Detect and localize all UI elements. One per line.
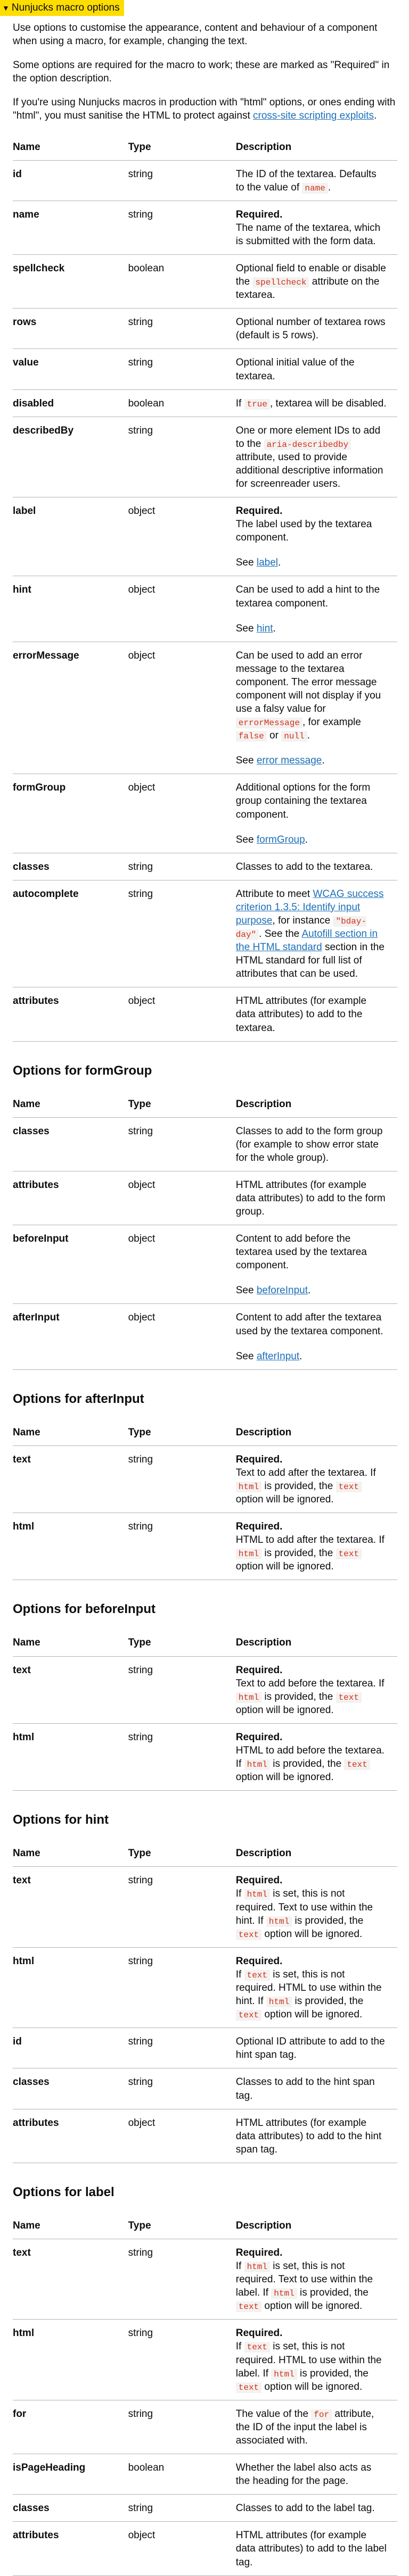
inline-code: text: [336, 1549, 362, 1559]
intro-paragraph: Some options are required for the macro to work; these are marked as "Required" in the option description.: [13, 60, 390, 85]
option-description: Content to add after the textarea used by the textarea component. See afterInput.: [236, 1304, 397, 1369]
column-header: Description: [236, 1840, 397, 1867]
option-description: Can be used to add a hint to the textarea component. See hint.: [236, 576, 397, 642]
option-name: beforeInput: [13, 1225, 128, 1304]
option-name: isPageHeading: [13, 2454, 128, 2495]
option-description: HTML attributes (for example data attributes) to add to the textarea.: [236, 987, 397, 1041]
option-description: Content to add before the textarea used by the textarea component. See beforeInput.: [236, 1225, 397, 1304]
table-row: [13, 1445, 397, 1513]
inline-code: text: [244, 2342, 270, 2353]
table-row: [13, 2109, 397, 2163]
option-type: string: [128, 1867, 236, 1947]
table-header-row: [13, 1419, 397, 1446]
table-row: [13, 880, 397, 987]
option-type: object: [128, 2522, 236, 2575]
triangle-down-icon: ▼: [2, 4, 10, 12]
options-table: [13, 2212, 397, 2576]
table-row: [13, 2522, 397, 2575]
inline-code: html: [236, 1549, 261, 1559]
column-header: Type: [128, 1840, 236, 1867]
inline-link[interactable]: Autofill section in the HTML standard: [235, 928, 378, 953]
inline-link[interactable]: hint: [256, 622, 273, 634]
option-description: Optional number of textarea rows (default is 5 rows).: [236, 309, 397, 349]
option-name: html: [13, 1947, 128, 2027]
table-row: [13, 853, 397, 880]
column-header: Name: [13, 1419, 128, 1446]
intro-paragraph: Use options to customise the appearance, content and behaviour of a component when using a macro, for example, changing the text.: [13, 22, 378, 47]
table-row: [13, 417, 397, 497]
option-description: Optional field to enable or disable the spellcheck attribute on the textarea.: [236, 255, 397, 309]
option-name: name: [13, 201, 128, 254]
column-header: Description: [236, 1629, 397, 1656]
options-table: [13, 1419, 397, 1581]
required-label: Required.: [235, 1731, 283, 1743]
option-type: string: [128, 2068, 236, 2109]
option-type: object: [128, 576, 236, 642]
required-label: Required.: [235, 2328, 283, 2339]
option-name: errorMessage: [13, 642, 128, 774]
options-table: [13, 1629, 397, 1791]
required-label: Required.: [235, 1453, 283, 1465]
table-row: [13, 1171, 397, 1225]
option-type: string: [128, 2495, 236, 2522]
inline-code: html: [266, 1997, 292, 2007]
option-description: Required. The label used by the textarea component. See label.: [236, 497, 397, 576]
inline-code: text: [236, 2010, 261, 2021]
inline-link[interactable]: beforeInput: [256, 1285, 308, 1297]
table-row: [13, 309, 397, 349]
option-type: string: [128, 201, 236, 254]
column-header: Type: [128, 2212, 236, 2239]
option-type: object: [128, 1171, 236, 1225]
inline-code: spellcheck: [252, 277, 309, 288]
option-description: Required. HTML to add after the textarea. If html is provided, the text option will be ignored.: [236, 1513, 397, 1580]
option-description: Classes to add to the textarea.: [236, 853, 397, 880]
inline-link[interactable]: cross-site scripting exploits: [253, 110, 374, 122]
option-name: html: [13, 2320, 128, 2400]
option-type: string: [128, 1513, 236, 1580]
table-row: [13, 389, 397, 417]
option-name: classes: [13, 2068, 128, 2109]
inline-code: text: [236, 2301, 261, 2312]
column-header: Type: [128, 1629, 236, 1656]
required-label: Required.: [235, 209, 283, 220]
column-header: Type: [128, 134, 236, 161]
table-row: [13, 576, 397, 642]
option-description: Required. Text to add before the textarea. If html is provided, the text option will be ignored.: [236, 1656, 397, 1723]
option-description: Whether the label also acts as the heading for the page.: [236, 2454, 397, 2495]
option-name: disabled: [13, 389, 128, 417]
option-type: object: [128, 497, 236, 576]
required-label: Required.: [235, 1955, 283, 1967]
option-type: string: [128, 2320, 236, 2400]
inline-link[interactable]: error message: [256, 755, 322, 767]
option-name: label: [13, 497, 128, 576]
option-description: Optional initial value of the textarea.: [236, 349, 397, 389]
required-label: Required.: [235, 2247, 283, 2258]
option-name: classes: [13, 2495, 128, 2522]
column-header: Description: [236, 134, 397, 161]
table-row: [13, 1947, 397, 2027]
option-name: text: [13, 2239, 128, 2319]
table-row: [13, 774, 397, 853]
table-row: [13, 2028, 397, 2068]
option-description: HTML attributes (for example data attributes) to add to the label tag.: [236, 2522, 397, 2575]
details-summary-label: Nunjucks macro options: [11, 2, 120, 13]
option-description: If true , textarea will be disabled.: [236, 389, 397, 417]
option-type: string: [128, 880, 236, 987]
option-type: string: [128, 2239, 236, 2319]
intro-paragraph: If you're using Nunjucks macros in production with "html" options, or ones ending with "html", you must sanitise the HTML to protect against cross-site scripting exploits.: [13, 97, 396, 122]
column-header: Description: [236, 1091, 397, 1118]
column-header: Name: [13, 1091, 128, 1118]
option-description: Required. If text is set, this is not required. HTML to use within the label. If html is provided, the text option will be ignored.: [236, 2320, 397, 2400]
inline-code: aria-describedby: [264, 439, 351, 450]
option-name: spellcheck: [13, 255, 128, 309]
table-row: [13, 987, 397, 1041]
option-type: string: [128, 1656, 236, 1723]
column-header: Description: [236, 2212, 397, 2239]
table-row: [13, 2320, 397, 2400]
required-label: Required.: [235, 505, 283, 517]
option-name: afterInput: [13, 1304, 128, 1369]
option-description: Can be used to add an error message to the textarea component. The error message component will not display if you use a falsy value for errorMessage , for example false or null . See error message.: [236, 642, 397, 774]
option-name: text: [13, 1656, 128, 1723]
options-section-heading: Options for hint: [13, 1813, 109, 1827]
inline-code: text: [344, 1759, 370, 1770]
option-type: object: [128, 1304, 236, 1369]
table-row: [13, 1656, 397, 1723]
inline-code: true: [244, 399, 270, 410]
column-header: Name: [13, 134, 128, 161]
table-row: [13, 1723, 397, 1790]
table-row: [13, 497, 397, 576]
table-row: [13, 2400, 397, 2454]
option-name: rows: [13, 309, 128, 349]
option-name: text: [13, 1867, 128, 1947]
table-row: [13, 160, 397, 201]
option-name: describedBy: [13, 417, 128, 497]
option-type: object: [128, 774, 236, 853]
table-row: [13, 349, 397, 389]
column-header: Name: [13, 1840, 128, 1867]
inline-link[interactable]: WCAG success criterion 1.3.5: Identify input purpose: [235, 888, 384, 926]
inline-code: html: [236, 1692, 261, 1703]
option-name: html: [13, 1513, 128, 1580]
option-description: Additional options for the form group containing the textarea component. See formGroup.: [236, 774, 397, 853]
option-name: attributes: [13, 1171, 128, 1225]
option-type: object: [128, 2109, 236, 2163]
inline-code: "bday-day": [235, 916, 367, 940]
inline-code: text: [236, 2382, 261, 2393]
option-description: One or more element IDs to add to the aria-describedby attribute, used to provide additional descriptive information for screenreader users.: [236, 417, 397, 497]
details-summary-toggle[interactable]: [0, 0, 124, 16]
required-label: Required.: [235, 1521, 283, 1533]
option-description: The value of the for attribute, the ID of the input the label is associated with.: [236, 2400, 397, 2454]
inline-link[interactable]: afterInput: [256, 1350, 300, 1362]
table-row: [13, 2495, 397, 2522]
option-description: Required. If html is set, this is not required. Text to use within the label. If html is provided, the text option will be ignored.: [236, 2239, 397, 2319]
inline-code: html: [244, 1759, 270, 1770]
option-type: string: [128, 349, 236, 389]
option-description: Required. The name of the textarea, which is submitted with the form data.: [236, 201, 397, 254]
option-type: string: [128, 2028, 236, 2068]
column-header: Description: [236, 1419, 397, 1446]
inline-code: html: [266, 1916, 292, 1927]
option-type: object: [128, 642, 236, 774]
option-description: Required. If html is set, this is not required. Text to use within the hint. If html is provided, the text option will be ignored.: [236, 1867, 397, 1947]
option-type: string: [128, 1947, 236, 2027]
options-section-heading: Options for afterInput: [13, 1391, 144, 1406]
option-name: text: [13, 1445, 128, 1513]
inline-code: text: [236, 1930, 261, 1940]
option-description: The ID of the textarea. Defaults to the value of name .: [236, 160, 397, 201]
option-type: string: [128, 1117, 236, 1171]
options-section-heading: Options for beforeInput: [13, 1602, 156, 1617]
table-row: [13, 2068, 397, 2109]
table-row: [13, 1513, 397, 1580]
table-header-row: [13, 1840, 397, 1867]
options-section-heading: Options for formGroup: [13, 1063, 152, 1078]
option-description: Classes to add to the label tag.: [236, 2495, 397, 2522]
table-row: [13, 1117, 397, 1171]
table-row: [13, 1304, 397, 1369]
option-type: object: [128, 987, 236, 1041]
required-label: Required.: [235, 1875, 283, 1887]
option-type: object: [128, 1225, 236, 1304]
option-description: Classes to add to the hint span tag.: [236, 2068, 397, 2109]
table-header-row: [13, 1629, 397, 1656]
table-header-row: [13, 2212, 397, 2239]
table-row: [13, 2239, 397, 2319]
details-content: [0, 16, 409, 2576]
table-header-row: [13, 134, 397, 161]
option-type: string: [128, 417, 236, 497]
table-row: [13, 642, 397, 774]
option-name: value: [13, 349, 128, 389]
options-section-heading: Options for label: [13, 2184, 114, 2199]
option-name: attributes: [13, 2522, 128, 2575]
inline-code: text: [244, 1970, 270, 1981]
option-type: string: [128, 309, 236, 349]
inline-code: text: [336, 1692, 362, 1703]
inline-code: html: [244, 2262, 270, 2272]
option-name: id: [13, 2028, 128, 2068]
option-type: boolean: [128, 389, 236, 417]
option-description: Classes to add to the form group (for example to show error state for the whole group).: [236, 1117, 397, 1171]
options-table: [13, 134, 397, 1042]
table-header-row: [13, 1091, 397, 1118]
option-description: Optional ID attribute to add to the hint span tag.: [236, 2028, 397, 2068]
option-type: string: [128, 2400, 236, 2454]
inline-link[interactable]: label: [256, 557, 278, 569]
inline-code: errorMessage: [236, 718, 302, 728]
option-type: string: [128, 853, 236, 880]
option-description: Required. Text to add after the textarea. If html is provided, the text option will be ignored.: [236, 1445, 397, 1513]
option-name: classes: [13, 853, 128, 880]
table-row: [13, 201, 397, 254]
column-header: Type: [128, 1091, 236, 1118]
inline-code: html: [271, 2369, 297, 2380]
option-description: Required. If text is set, this is not required. HTML to use within the hint. If html is provided, the text option will be ignored.: [236, 1947, 397, 2027]
table-row: [13, 1867, 397, 1947]
inline-code: text: [336, 1482, 362, 1492]
option-description: Required. HTML to add before the textarea. If html is provided, the text option will be ignored.: [236, 1723, 397, 1790]
required-label: Required.: [235, 1664, 283, 1676]
inline-code: html: [236, 1482, 261, 1492]
option-name: autocomplete: [13, 880, 128, 987]
column-header: Type: [128, 1419, 236, 1446]
option-type: boolean: [128, 255, 236, 309]
table-row: [13, 255, 397, 309]
inline-code: false: [236, 731, 267, 742]
column-header: Name: [13, 2212, 128, 2239]
inline-code: name: [302, 183, 328, 194]
option-name: html: [13, 1723, 128, 1790]
option-name: classes: [13, 1117, 128, 1171]
option-type: string: [128, 1723, 236, 1790]
inline-code: for: [311, 2409, 332, 2420]
option-name: hint: [13, 576, 128, 642]
inline-link[interactable]: formGroup: [256, 834, 305, 845]
option-name: id: [13, 160, 128, 201]
inline-code: html: [244, 1889, 270, 1900]
table-row: [13, 2454, 397, 2495]
table-row: [13, 1225, 397, 1304]
options-table: [13, 1091, 397, 1370]
options-table: [13, 1840, 397, 2163]
option-name: attributes: [13, 2109, 128, 2163]
option-type: string: [128, 160, 236, 201]
option-description: HTML attributes (for example data attributes) to add to the form group.: [236, 1171, 397, 1225]
option-name: attributes: [13, 987, 128, 1041]
inline-code: null: [281, 731, 307, 742]
column-header: Name: [13, 1629, 128, 1656]
option-type: string: [128, 1445, 236, 1513]
option-type: boolean: [128, 2454, 236, 2495]
option-name: for: [13, 2400, 128, 2454]
option-description: Attribute to meet WCAG success criterion 1.3.5: Identify input purpose, for instance "bday-day" . See the Autofill section in the HTML standard section in the HTML standard for full list of attributes that can be used.: [236, 880, 397, 987]
option-description: HTML attributes (for example data attributes) to add to the hint span tag.: [236, 2109, 397, 2163]
option-name: formGroup: [13, 774, 128, 853]
inline-code: html: [271, 2288, 297, 2299]
